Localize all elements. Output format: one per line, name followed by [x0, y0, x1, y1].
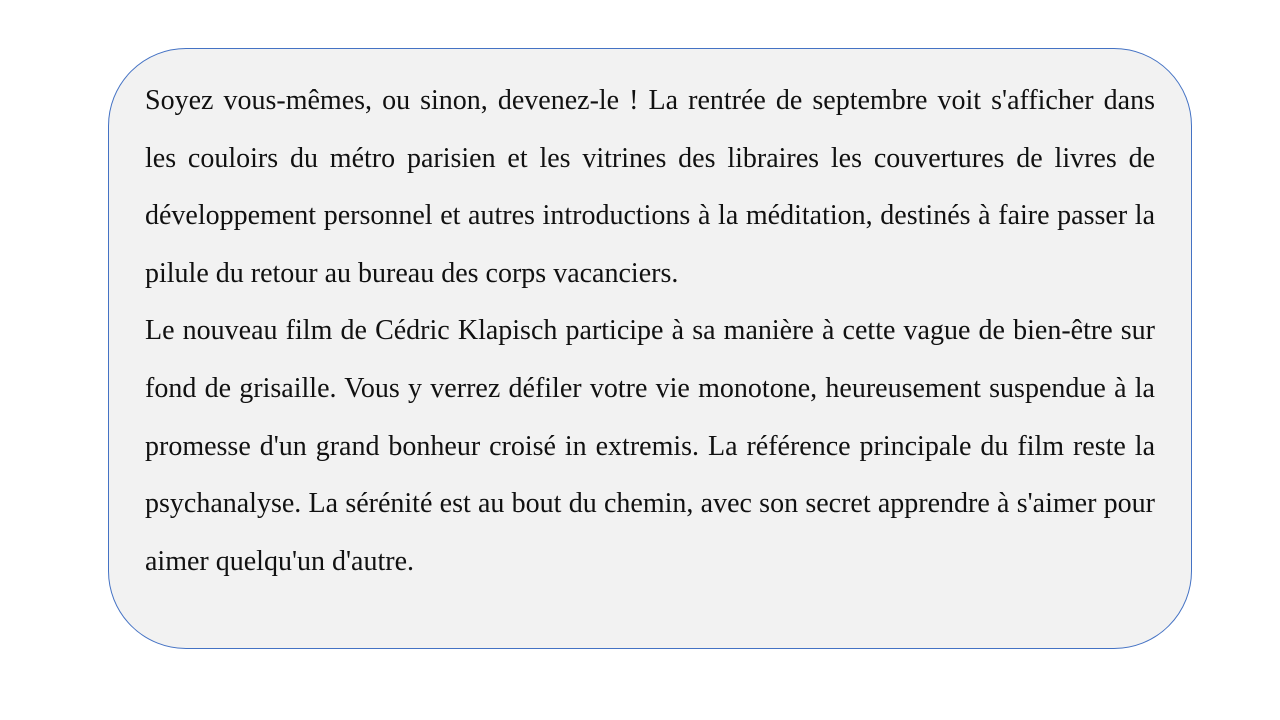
paragraph-intro: Soyez vous-mêmes, ou sinon, devenez-le ! La rentrée de septembre voit s'afficher dans les couloirs du métro parisien et les vitrines des libraires les couvertures de livres de développement personnel et autres introductions à la méditation, destinés à faire passer la pilule du retour au bureau des corps vacanciers.	[145, 85, 1155, 289]
paragraph-film-review: Le nouveau film de Cédric Klapisch participe à sa manière à cette vague de bien-être sur fond de grisaille. Vous y verrez défiler votre vie monotone, heureusement suspendue à la promesse d'un grand bonheur croisé in extremis. La référence principale du film reste la psychanalyse. La sérénité est au bout du chemin, avec son secret apprendre à s'aimer pour aimer quelqu'un d'autre.	[145, 315, 1155, 577]
rounded-text-box	[108, 48, 1192, 649]
